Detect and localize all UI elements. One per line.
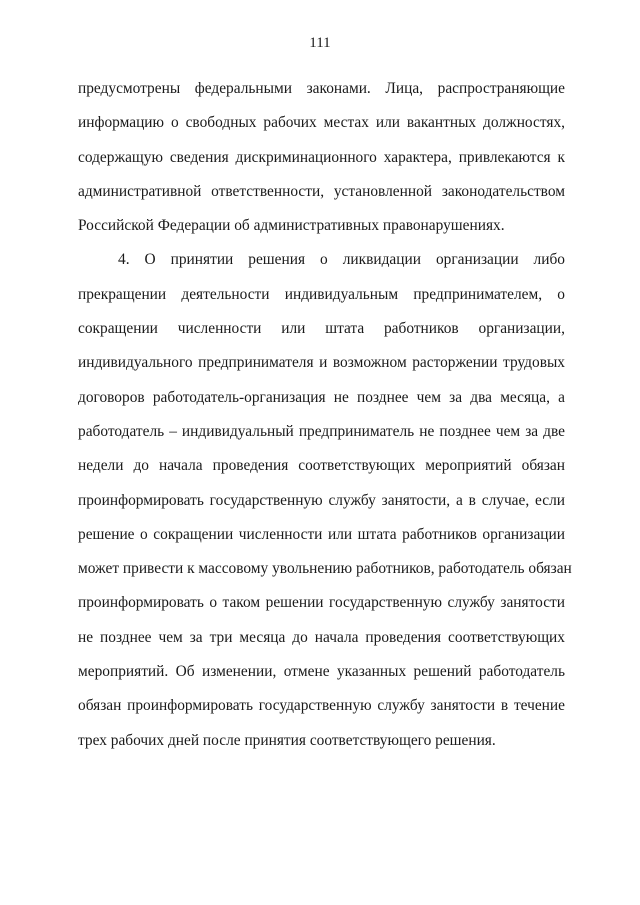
text-line: 4. О принятии решения о ликвидации организации либо bbox=[118, 251, 565, 269]
text-line: проинформировать государственную службу занятости, а в случае, если bbox=[78, 491, 565, 509]
text-line: трех рабочих дней после принятия соответствующего решения. bbox=[78, 731, 496, 749]
text-line: индивидуального предпринимателя и возможном расторжении трудовых bbox=[78, 354, 565, 372]
text-line: административной ответственности, установленной законодательством bbox=[78, 182, 565, 200]
text-line: не позднее чем за три месяца до начала проведения соответствующих bbox=[78, 628, 565, 646]
text-line: работодатель – индивидуальный предприниматель не позднее чем за две bbox=[78, 422, 565, 440]
text-line: прекращении деятельности индивидуальным предпринимателем, о bbox=[78, 285, 565, 303]
text-line: недели до начала проведения соответствующих мероприятий обязан bbox=[78, 457, 565, 475]
text-line: договоров работодатель-организация не позднее чем за два месяца, а bbox=[78, 388, 565, 406]
text-line: обязан проинформировать государственную службу занятости в течение bbox=[78, 697, 565, 715]
text-line: решение о сокращении численности или штата работников организации bbox=[78, 525, 565, 543]
text-line: Российской Федерации об административных правонарушениях. bbox=[78, 217, 505, 235]
text-line: проинформировать о таком решении государственную службу занятости bbox=[78, 594, 565, 612]
text-line: может привести к массовому увольнению работников, работодатель обязан bbox=[78, 560, 572, 578]
page-number: 111 bbox=[309, 35, 331, 51]
paragraph-continuation bbox=[78, 72, 565, 243]
text-line: содержащую сведения дискриминационного характера, привлекаются к bbox=[78, 148, 565, 166]
text-line: сокращении численности или штата работников организации, bbox=[78, 320, 565, 338]
text-line: предусмотрены федеральными законами. Лица, распространяющие bbox=[78, 80, 565, 97]
paragraph-item-4 bbox=[78, 243, 572, 757]
text-line: мероприятий. Об изменении, отмене указанных решений работодатель bbox=[78, 663, 565, 681]
text-line: информацию о свободных рабочих местах или вакантных должностях, bbox=[78, 114, 565, 132]
document-body bbox=[78, 72, 572, 758]
